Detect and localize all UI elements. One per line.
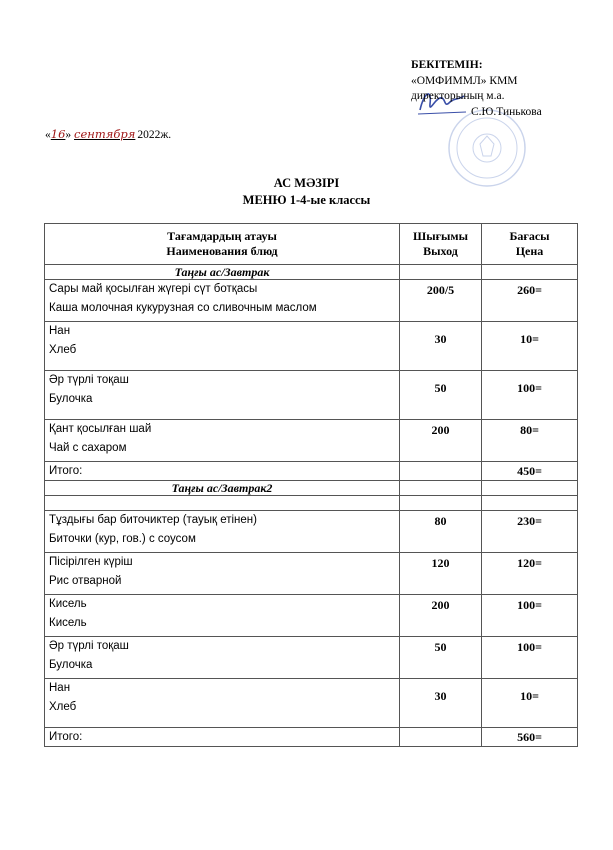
item-name (45, 371, 400, 420)
item-yield: 30 (400, 679, 482, 728)
date-year: 2022ж. (137, 129, 172, 141)
approval-sign-line (411, 105, 542, 121)
total-row (45, 728, 578, 747)
approval-org: «ОМФИММЛ» КММ (411, 74, 518, 87)
total-row (45, 462, 578, 481)
item-name-ru: Чай с сахаром (49, 442, 127, 454)
total-value: 450= (482, 462, 578, 481)
section-row (45, 265, 578, 280)
table-row (45, 322, 578, 371)
table-row (45, 595, 578, 637)
item-name (45, 280, 400, 322)
item-yield: 200 (400, 595, 482, 637)
item-name-ru: Хлеб (49, 344, 77, 356)
header-name-ru: Наименования блюд (166, 244, 278, 258)
item-price: 100= (482, 595, 578, 637)
date-close-quote: » (65, 129, 72, 141)
item-price: 100= (482, 371, 578, 420)
item-price: 80= (482, 420, 578, 462)
item-price: 10= (482, 679, 578, 728)
approval-signer: С.Ю.Тинькова (471, 105, 542, 118)
item-price: 10= (482, 322, 578, 371)
item-yield: 50 (400, 637, 482, 679)
date-month: сентября (74, 127, 136, 141)
table-row (45, 679, 578, 728)
menu-table (44, 223, 578, 747)
header-price-ru: Цена (515, 244, 544, 258)
item-price: 100= (482, 637, 578, 679)
item-name-kz: Пісірілген күріш (49, 556, 133, 568)
header-name-kz: Тағамдардың атауы (167, 229, 277, 243)
item-name-ru: Кисель (49, 617, 87, 629)
item-name (45, 420, 400, 462)
item-price: 230= (482, 511, 578, 553)
item-price: 120= (482, 553, 578, 595)
header-yield (400, 224, 482, 265)
item-name-ru: Булочка (49, 659, 93, 671)
item-yield: 120 (400, 553, 482, 595)
section-title: Таңғы ас/Завтрак (45, 265, 400, 280)
header-yield-kz: Шығымы (413, 229, 468, 243)
item-yield: 200/5 (400, 280, 482, 322)
item-name-ru: Хлеб (49, 701, 77, 713)
header-price-kz: Бағасы (509, 229, 550, 243)
item-name-kz: Әр түрлі тоқаш (49, 374, 129, 386)
document-title: АС МӘЗІРІ (273, 176, 340, 190)
item-name-ru: Биточки (кур, гов.) с соусом (49, 533, 196, 545)
table-row (45, 637, 578, 679)
table-row (45, 553, 578, 595)
item-name-kz: Нан (49, 325, 71, 337)
item-price: 260= (482, 280, 578, 322)
item-name (45, 322, 400, 371)
item-name (45, 595, 400, 637)
item-name (45, 679, 400, 728)
table-row (45, 280, 578, 322)
document-subtitle: МЕНЮ 1-4-ые классы (242, 193, 371, 207)
item-name-ru: Булочка (49, 393, 93, 405)
item-name-kz: Сары май қосылған жүгері сүт ботқасы (49, 283, 258, 295)
section-title: Таңғы ас/Завтрак2 (45, 481, 400, 496)
item-name-kz: Қант қосылған шай (49, 423, 152, 435)
table-row (45, 371, 578, 420)
date-day: 16 (50, 127, 66, 141)
item-name-kz: Нан (49, 682, 71, 694)
date-open-quote: « (45, 129, 51, 141)
item-yield: 30 (400, 322, 482, 371)
table-row (45, 420, 578, 462)
section-row (45, 481, 578, 496)
table-row (45, 511, 578, 553)
header-price (482, 224, 578, 265)
item-yield: 200 (400, 420, 482, 462)
item-name-ru: Рис отварной (49, 575, 122, 587)
spacer-row (45, 496, 578, 511)
header-name (45, 224, 400, 265)
item-name-kz: Әр түрлі тоқаш (49, 640, 129, 652)
item-name (45, 637, 400, 679)
item-yield: 50 (400, 371, 482, 420)
header-yield-ru: Выход (423, 244, 458, 258)
item-yield: 80 (400, 511, 482, 553)
total-label: Итого: (45, 728, 400, 747)
approval-heading: БЕКІТЕМІН: (411, 59, 483, 71)
item-name-ru: Каша молочная кукурузная со сливочным маслом (49, 302, 317, 314)
item-name-kz: Кисель (49, 598, 87, 610)
approval-block (411, 58, 542, 120)
total-value: 560= (482, 728, 578, 747)
item-name-kz: Тұздығы бар биточиктер (тауық етінен) (49, 514, 257, 526)
table-header-row (45, 224, 578, 265)
approval-role: директорының м.а. (411, 90, 505, 102)
item-name (45, 511, 400, 553)
document-date (45, 127, 171, 141)
item-name (45, 553, 400, 595)
total-label: Итого: (45, 462, 400, 481)
